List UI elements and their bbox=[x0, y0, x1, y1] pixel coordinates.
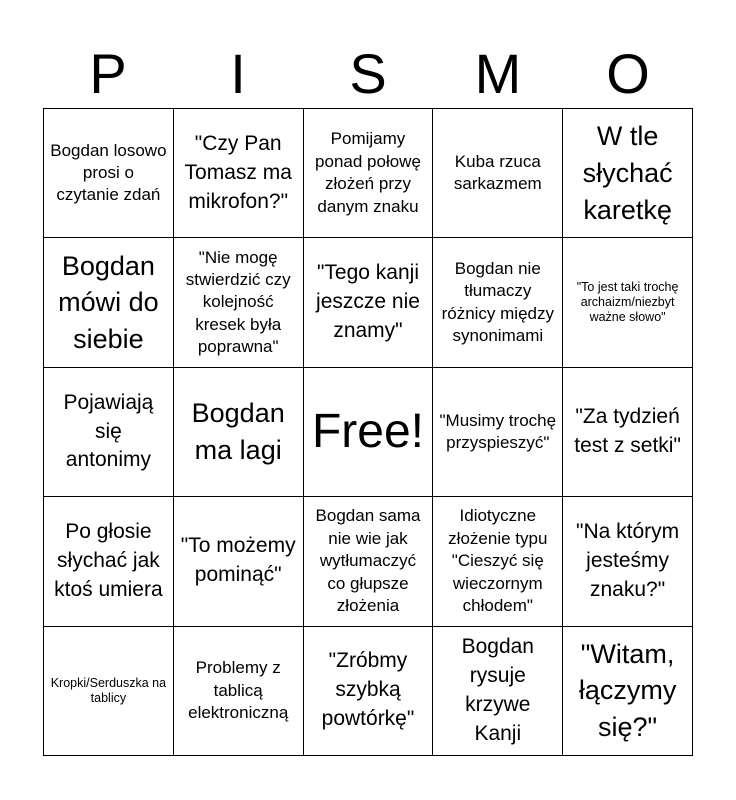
cell-text: Idiotyczne złożenie typu "Cieszyć się wieczornym chłodem" bbox=[448, 506, 548, 616]
bingo-cell[interactable] bbox=[44, 627, 174, 756]
bingo-cell[interactable] bbox=[174, 368, 304, 497]
bingo-cell[interactable] bbox=[563, 497, 693, 626]
cell-text: Bogdan nie tłumaczy różnicy między synonimami bbox=[441, 258, 554, 346]
bingo-cell[interactable] bbox=[174, 238, 304, 367]
cell-text: Free! bbox=[311, 404, 424, 458]
title-letter-p: P bbox=[89, 42, 127, 105]
cell-text: "To możemy pominąć" bbox=[180, 534, 296, 587]
cell-text: Po głosie słychać jak ktoś umiera bbox=[54, 519, 163, 601]
bingo-cell[interactable] bbox=[44, 368, 174, 497]
cell-text: "Zróbmy szybką powtórkę" bbox=[321, 649, 415, 731]
cell-text: Kuba rzuca sarkazmem bbox=[453, 151, 542, 194]
bingo-cell[interactable] bbox=[563, 368, 693, 497]
cell-text: Bogdan rysuje krzywe Kanji bbox=[461, 634, 534, 745]
title-letter-o: O bbox=[606, 42, 650, 105]
title-letter-m: M bbox=[474, 42, 522, 105]
cell-text: Problemy z tablicą elektroniczną bbox=[188, 658, 289, 722]
cell-text: Pojawiają się antonimy bbox=[63, 390, 154, 472]
free-space-cell[interactable] bbox=[304, 368, 434, 497]
bingo-cell[interactable] bbox=[174, 627, 304, 756]
bingo-cell[interactable] bbox=[563, 238, 693, 367]
bingo-cell[interactable] bbox=[563, 109, 693, 238]
bingo-cell[interactable] bbox=[433, 627, 563, 756]
cell-text: Bogdan losowo prosi o czytanie zdań bbox=[50, 140, 167, 205]
bingo-title bbox=[43, 40, 693, 108]
cell-text: W tle słychać karetkę bbox=[582, 121, 673, 225]
cell-text: "Nie mogę stwierdzić czy kolejność kresek była poprawna" bbox=[185, 247, 291, 357]
bingo-cell[interactable] bbox=[44, 238, 174, 367]
cell-text: Bogdan sama nie wie jak wytłumaczyć co głupsze złożenia bbox=[315, 506, 421, 616]
title-letter-i: I bbox=[230, 42, 246, 105]
cell-text: Pomijamy ponad połowę złożeń przy danym znaku bbox=[315, 129, 421, 216]
bingo-cell[interactable] bbox=[44, 109, 174, 238]
cell-text: Bogdan mówi do siebie bbox=[58, 250, 159, 354]
bingo-cell[interactable] bbox=[44, 497, 174, 626]
bingo-cell[interactable] bbox=[304, 238, 434, 367]
bingo-cell[interactable] bbox=[304, 109, 434, 238]
cell-text: "Na którym jesteśmy znaku?" bbox=[576, 519, 680, 601]
title-letter-s: S bbox=[349, 42, 387, 105]
bingo-cell[interactable] bbox=[304, 627, 434, 756]
bingo-cell[interactable] bbox=[433, 238, 563, 367]
bingo-cell[interactable] bbox=[433, 109, 563, 238]
bingo-cell[interactable] bbox=[304, 497, 434, 626]
bingo-cell[interactable] bbox=[433, 497, 563, 626]
cell-text: "Czy Pan Tomasz ma mikrofon?" bbox=[184, 131, 292, 213]
cell-text: Kropki/Serduszka na tablicy bbox=[50, 675, 167, 705]
bingo-cell[interactable] bbox=[563, 627, 693, 756]
cell-text: "To jest taki trochę archaizm/niezbyt ważne słowo" bbox=[576, 280, 679, 325]
cell-text: "Za tydzień test z setki" bbox=[574, 405, 681, 457]
bingo-cell[interactable] bbox=[433, 368, 563, 497]
bingo-grid bbox=[43, 108, 693, 756]
cell-text: "Witam, łączymy się?" bbox=[578, 638, 677, 743]
bingo-cell[interactable] bbox=[174, 109, 304, 238]
cell-text: "Musimy trochę przyspieszyć" bbox=[439, 410, 557, 452]
cell-text: "Tego kanji jeszcze nie znamy" bbox=[316, 261, 420, 343]
cell-text: Bogdan ma lagi bbox=[191, 398, 285, 465]
bingo-cell[interactable] bbox=[174, 497, 304, 626]
